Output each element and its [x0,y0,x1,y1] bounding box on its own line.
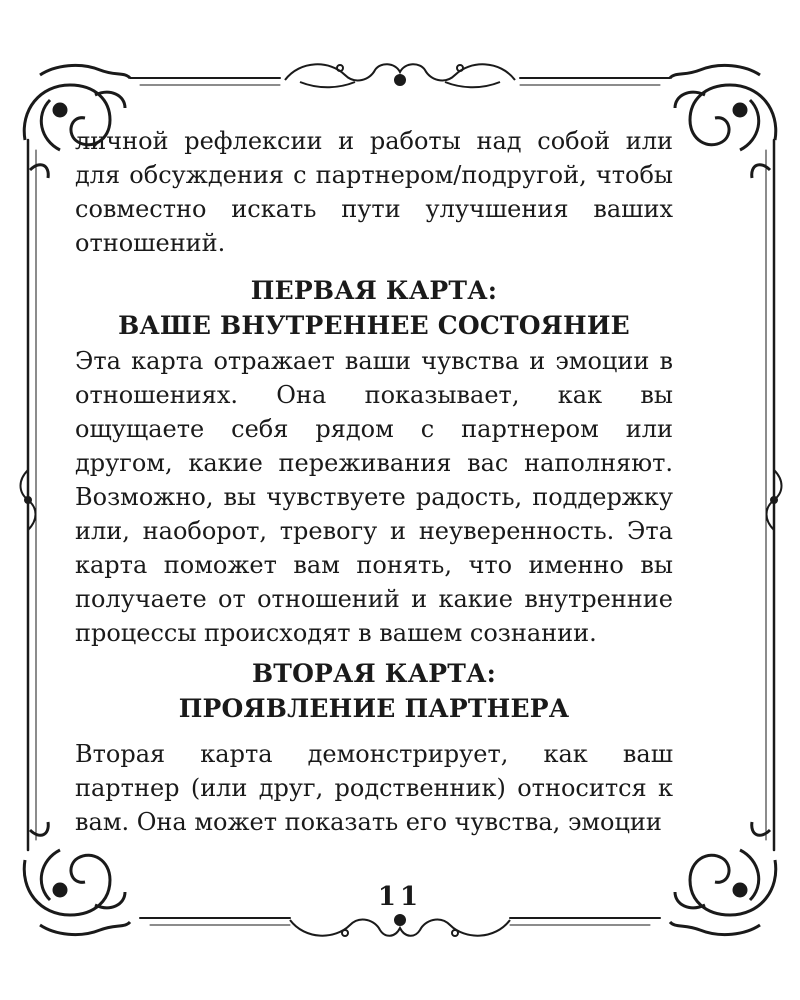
bottom-right-corner-ornament [670,822,776,935]
section-heading-line: ПРОЯВЛЕНИЕ ПАРТНЕРА [178,694,570,723]
section-heading-line: ПЕРВАЯ КАРТА: [250,276,498,305]
continuation-paragraph: личной рефлексии и работы над собой или для обсуждения с партнером/подругой, чтобы совместно искать пути улучшения ваших отношений. [75,127,673,257]
section-heading-line: ВТОРАЯ КАРТА: [251,659,497,688]
top-right-corner-ornament [670,65,776,178]
top-center-ornament [285,64,515,87]
page-number: 11 [377,882,423,912]
section-heading-line: ВАШЕ ВНУТРЕННЕЕ СОСТОЯНИЕ [118,311,630,340]
section-heading-second-card [75,656,673,726]
first-card-paragraph: Эта карта отражает ваши чувства и эмоции в отношениях. Она показывает, как вы ощущаете себя рядом с партнером или другом, какие переживания вас наполняют. Возможно, вы чувствуете радость, поддержку или, наоборот, тревогу и неуверенность. Эта карта поможет вам понять, что именно вы получаете от отношений и какие внутренние процессы происходят в вашем сознании. [75,347,673,647]
section-heading-first-card [75,273,673,343]
bottom-center-ornament [290,915,510,936]
second-card-paragraph: Вторая карта демонстрирует, как ваш партнер (или друг, родственник) относится к вам. Она может показать его чувства, эмоции [75,740,673,836]
